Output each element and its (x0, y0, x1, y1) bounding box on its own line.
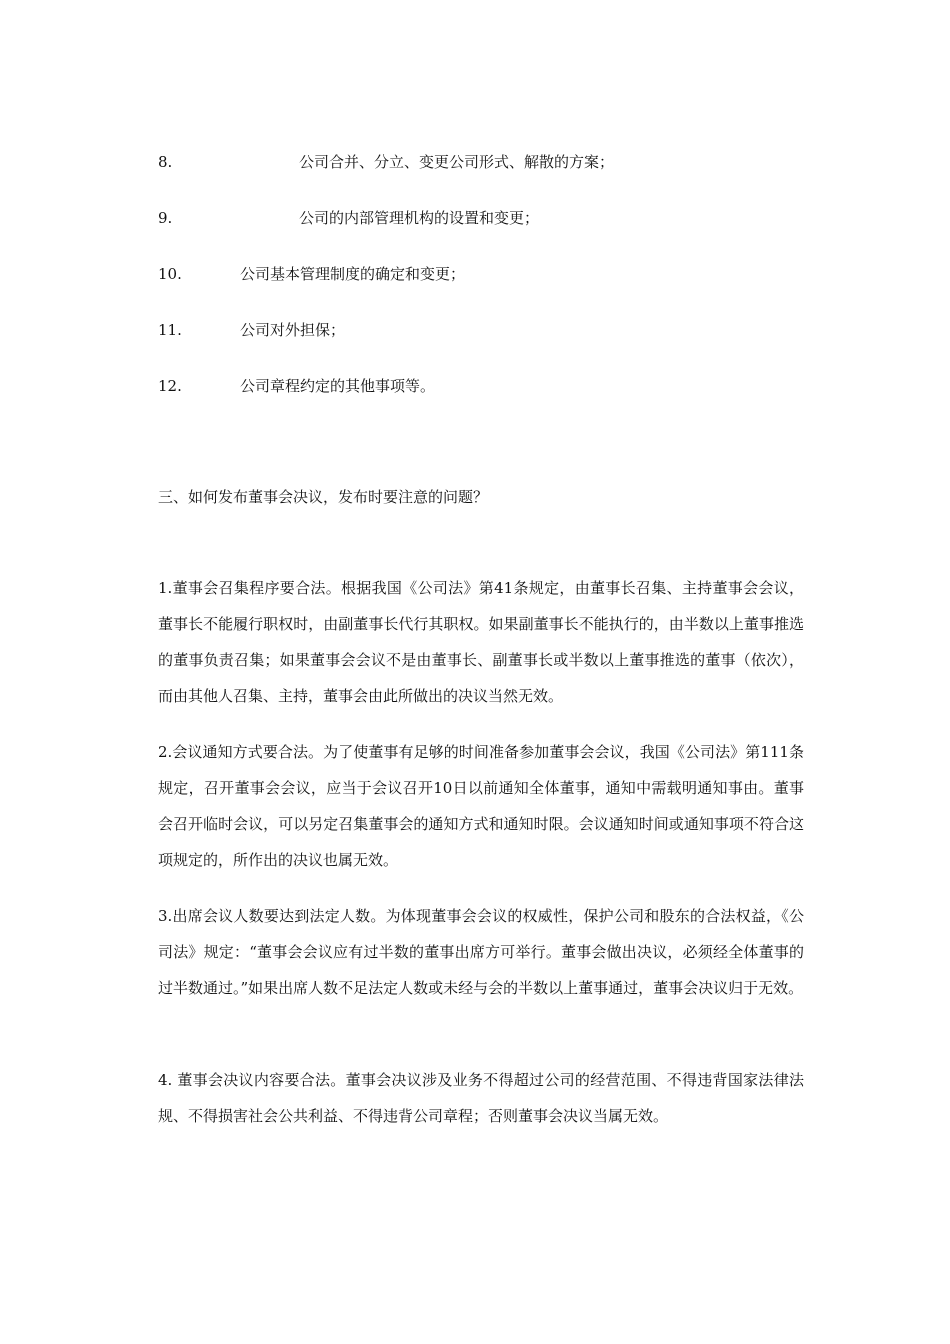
list-item-number: 9. (158, 209, 173, 227)
paragraph-convening-procedure: 1.董事会召集程序要合法。根据我国《公司法》第41条规定，由董事长召集、主持董事会会议，董事长不能履行职权时，由副董事长代行其职权。如果副董事长不能执行的，由半数以上董事推选的董事负责召集；如果董事会会议不是由董事长、副董事长或半数以上董事推选的董事（依次），而由其他人召集、主持，董事会由此所做出的决议当然无效。 (158, 579, 804, 705)
list-item-text: 公司的内部管理机构的设置和变更； (299, 209, 540, 227)
list-item (158, 264, 466, 284)
list-item-number: 11. (158, 321, 182, 339)
list-item (158, 152, 615, 172)
list-item-number: 10. (158, 265, 182, 283)
list-item-number: 8. (158, 153, 173, 171)
list-item (158, 376, 436, 396)
list-item-text: 公司对外担保； (240, 321, 346, 339)
list-item (158, 208, 540, 228)
section-heading: 三、如何发布董事会决议，发布时要注意的问题？ (158, 488, 489, 506)
list-item-text: 公司章程约定的其他事项等。 (240, 377, 436, 395)
list-item-text: 公司基本管理制度的确定和变更； (240, 265, 466, 283)
paragraph-notice-method: 2.会议通知方式要合法。为了使董事有足够的时间准备参加董事会会议，我国《公司法》第111条规定，召开董事会会议，应当于会议召开10日以前通知全体董事，通知中需载明通知事由。董事会召开临时会议，可以另定召集董事会的通知方式和通知时限。会议通知时间或通知事项不符合这项规定的，所作出的决议也属无效。 (158, 743, 804, 869)
list-item-text: 公司合并、分立、变更公司形式、解散的方案； (299, 153, 615, 171)
paragraph-resolution-content: 4. 董事会决议内容要合法。董事会决议涉及业务不得超过公司的经营范围、不得违背国家法律法规、不得损害社会公共利益、不得违背公司章程；否则董事会决议当属无效。 (158, 1071, 804, 1125)
paragraph-quorum: 3.出席会议人数要达到法定人数。为体现董事会会议的权威性，保护公司和股东的合法权益，《公司法》规定：“董事会会议应有过半数的董事出席方可举行。董事会做出决议，必须经全体董事的过半数通过。”如果出席人数不足法定人数或未经与会的半数以上董事通过，董事会决议归于无效。 (158, 907, 804, 997)
list-item (158, 320, 346, 340)
list-item-number: 12. (158, 377, 182, 395)
